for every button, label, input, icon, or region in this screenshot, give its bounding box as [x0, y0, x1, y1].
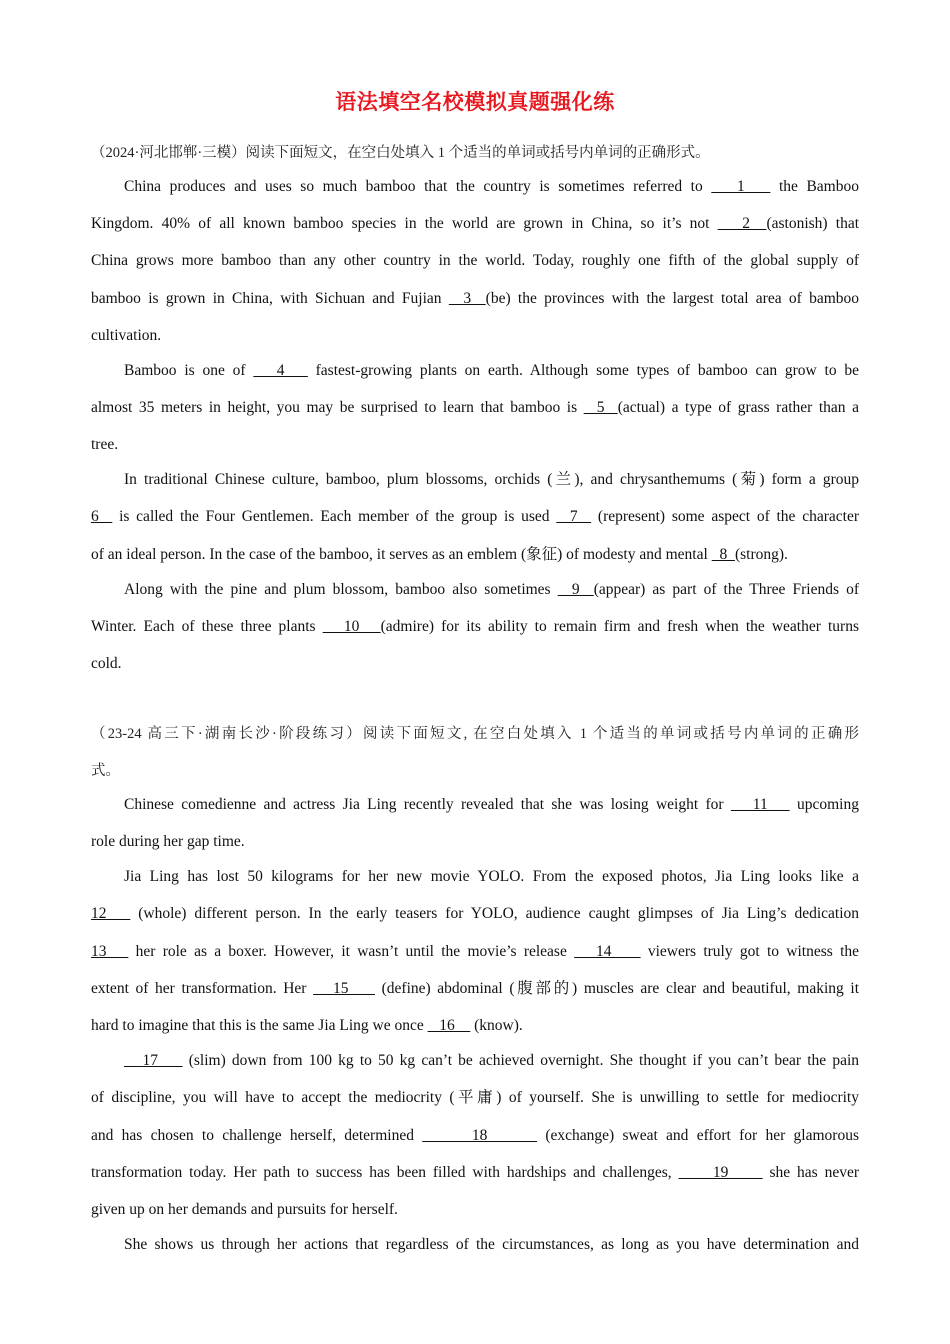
passage-text: Kingdom. 40% of all known bamboo species in the world are grown in China, so it’s not	[91, 215, 718, 232]
passage-text: (astonish) that	[766, 215, 860, 232]
passage-text: cultivation.	[91, 327, 162, 344]
text-line	[91, 979, 859, 999]
answer-blank[interactable]: 18	[422, 1127, 538, 1144]
text-line	[124, 177, 859, 197]
passage-text: fastest-growing plants on earth. Although some types of bamboo can grow to be	[307, 362, 859, 379]
text-line	[124, 1235, 859, 1255]
passage-text: Along with the pine and plum blossom, bamboo also sometimes	[124, 581, 558, 598]
text-line	[91, 1016, 859, 1036]
section1-instruction: （2024·河北邯郸·三模）阅读下面短文，在空白处填入 1 个适当的单词或括号内单词的正确形式。	[91, 145, 710, 161]
answer-blank[interactable]: 7	[556, 508, 592, 525]
passage-text: her role as a boxer. However, it wasn’t until the movie’s release	[128, 943, 575, 960]
answer-blank[interactable]: 2	[717, 215, 767, 232]
text-line	[124, 361, 859, 381]
text-line	[91, 942, 859, 962]
text-line	[91, 1200, 859, 1220]
passage-text: (define) abdominal (腹部的) muscles are clear and beautiful, making it	[375, 980, 860, 997]
passage-text: (slim) down from 100 kg to 50 kg can’t be achieved overnight. She thought if you can’t bear the pain	[182, 1052, 860, 1069]
text-line	[91, 904, 859, 924]
passage-text: (strong).	[734, 546, 788, 563]
passage-text: is called the Four Gentlemen. Each member of the group is used	[112, 508, 557, 525]
text-line	[91, 545, 859, 565]
answer-blank[interactable]: 9	[557, 581, 594, 598]
answer-blank[interactable]: 10	[322, 618, 381, 635]
text-line	[124, 867, 859, 887]
passage-text: In traditional Chinese culture, bamboo, plum blossoms, orchids (兰), and chrysanthemums (菊) form a group	[124, 471, 859, 488]
passage-text: and has chosen to challenge herself, determined	[91, 1127, 423, 1144]
answer-blank[interactable]: 12	[91, 905, 131, 922]
passage-text: (admire) for its ability to remain firm and fresh when the weather turns	[380, 618, 859, 635]
passage-text: viewers truly got to witness the	[640, 943, 860, 960]
text-line	[91, 1126, 859, 1146]
passage-text: She shows us through her actions that regardless of the circumstances, as long as you have determination and	[124, 1236, 859, 1253]
passage-text: cold.	[91, 655, 122, 672]
answer-blank[interactable]: 13	[91, 943, 129, 960]
passage-text: bamboo is grown in China, with Sichuan and Fujian	[91, 290, 449, 307]
answer-blank[interactable]: 19	[678, 1164, 763, 1181]
text-line	[124, 580, 859, 600]
text-line	[91, 214, 859, 234]
passage-text: of discipline, you will have to accept the mediocrity (平庸) of yourself. She is unwilling to settle for mediocrity	[91, 1089, 859, 1106]
section2-instruction-line2: 式。	[91, 763, 120, 779]
passage-text: of an ideal person. In the case of the bamboo, it serves as an emblem (象征) of modesty and mental	[91, 546, 712, 563]
passage-text: tree.	[91, 436, 119, 453]
answer-blank[interactable]: 17	[124, 1052, 183, 1069]
answer-blank[interactable]: 16	[427, 1017, 471, 1034]
passage-text: hard to imagine that this is the same Jia Ling we once	[91, 1017, 428, 1034]
passage-text: she has never	[762, 1164, 859, 1181]
passage-text: (be) the provinces with the largest total area of bamboo	[485, 290, 860, 307]
passage-text: given up on her demands and pursuits for herself.	[91, 1201, 398, 1218]
passage-text: almost 35 meters in height, you may be surprised to learn that bamboo is	[91, 399, 584, 416]
passage-text: (know).	[470, 1017, 523, 1034]
text-line	[91, 435, 859, 455]
answer-blank[interactable]: 11	[730, 796, 790, 813]
text-line	[91, 326, 859, 346]
passage-text: role during her gap time.	[91, 833, 245, 850]
passage-text: (represent) some aspect of the character	[591, 508, 859, 525]
answer-blank[interactable]: 6	[91, 508, 113, 525]
passage-text: (whole) different person. In the early teasers for YOLO, audience caught glimpses of Jia Ling’s dedication	[130, 905, 859, 922]
answer-blank[interactable]: 3	[448, 290, 486, 307]
text-line	[124, 1051, 859, 1071]
text-line	[91, 832, 859, 852]
text-line	[91, 1163, 859, 1183]
text-line	[91, 251, 859, 271]
passage-text: Jia Ling has lost 50 kilograms for her new movie YOLO. From the exposed photos, Jia Ling looks like a	[124, 868, 859, 885]
text-line	[91, 617, 859, 637]
text-line	[124, 470, 859, 490]
answer-blank[interactable]: 15	[313, 980, 375, 997]
passage-text: Chinese comedienne and actress Jia Ling recently revealed that she was losing weight for	[124, 796, 731, 813]
text-line	[91, 1088, 859, 1108]
passage-text: extent of her transformation. Her	[91, 980, 314, 997]
passage-text: transformation today. Her path to success has been filled with hardships and challenges,	[91, 1164, 679, 1181]
passage-text: Bamboo is one of	[124, 362, 254, 379]
passage-text: (actual) a type of grass rather than a	[617, 399, 860, 416]
page-title: 语法填空名校模拟真题强化练	[335, 90, 615, 114]
answer-blank[interactable]: 4	[253, 362, 308, 379]
answer-blank[interactable]: 5	[583, 399, 618, 416]
passage-text: the Bamboo	[770, 178, 859, 195]
answer-blank[interactable]: 1	[711, 178, 771, 195]
passage-text: Winter. Each of these three plants	[91, 618, 323, 635]
passage-text: upcoming	[789, 796, 859, 813]
answer-blank[interactable]: 8	[711, 546, 735, 563]
text-line	[91, 507, 859, 527]
text-line	[91, 398, 859, 418]
answer-blank[interactable]: 14	[574, 943, 641, 960]
passage-text: China produces and uses so much bamboo that the country is sometimes referred to	[124, 178, 712, 195]
text-line	[91, 654, 859, 674]
section2-instruction-line1: （23-24 高三下·湖南长沙·阶段练习）阅读下面短文, 在空白处填入 1 个适当的单词或括号内单词的正确形	[91, 726, 859, 742]
passage-text: China grows more bamboo than any other country in the world. Today, roughly one fifth of the global supply of	[91, 252, 859, 269]
text-line	[124, 795, 859, 815]
text-line	[91, 289, 859, 309]
passage-text: (appear) as part of the Three Friends of	[593, 581, 859, 598]
passage-text: (exchange) sweat and effort for her glamorous	[537, 1127, 859, 1144]
